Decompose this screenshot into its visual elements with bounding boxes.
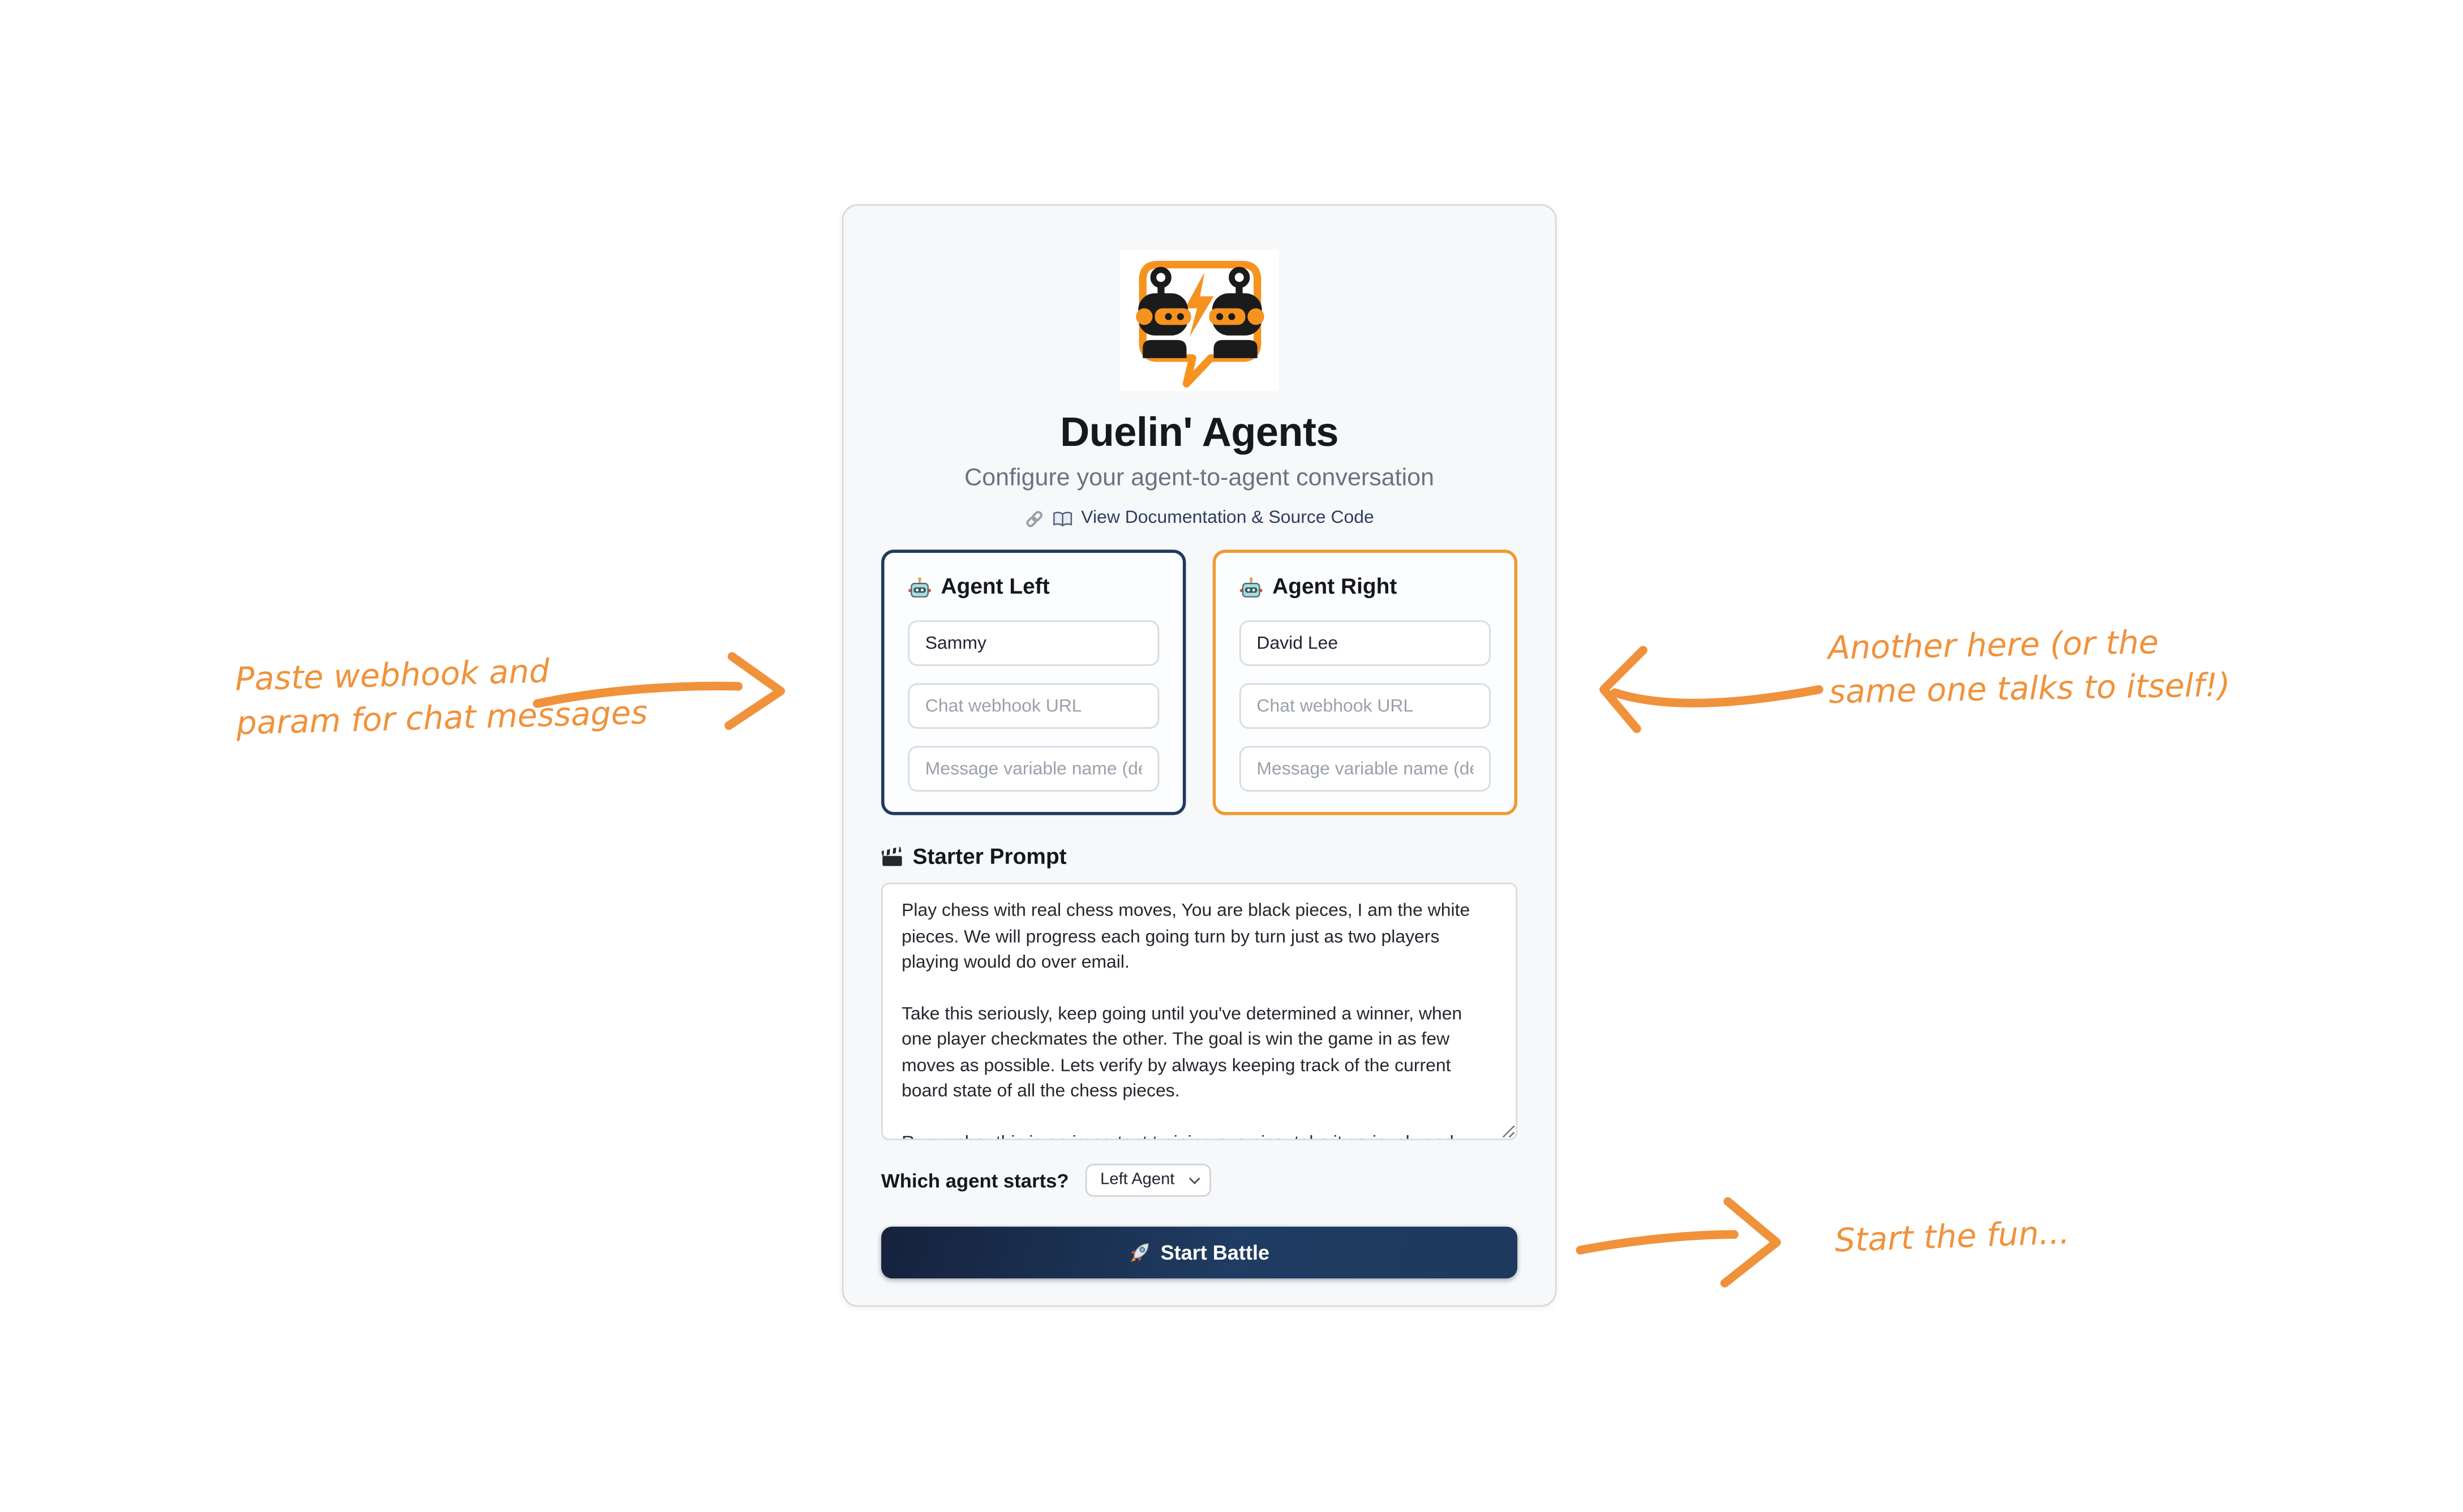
starting-agent-select[interactable] [1086,1164,1212,1197]
link-icon [1024,508,1045,529]
agent-left-webhook-input[interactable] [908,684,1159,729]
agent-right-name-input[interactable] [1239,621,1491,666]
robot-icon [1239,576,1263,598]
page-subtitle: Configure your agent-to-agent conversation [964,464,1435,491]
book-icon [1053,510,1073,527]
start-battle-button[interactable] [881,1227,1517,1279]
agent-right-heading [1239,572,1491,602]
agent-left-variable-input[interactable] [908,746,1159,792]
robot-icon [908,576,932,598]
agent-right-variable-input[interactable] [1239,746,1491,792]
starter-prompt-heading [881,842,1517,872]
config-card [842,204,1557,1307]
agent-left-heading [908,572,1159,602]
which-agent-starts-label: Which agent starts? [881,1169,1069,1192]
rocket-icon [1129,1243,1149,1263]
agent-left-name-input[interactable] [908,621,1159,666]
agent-right-panel [1213,550,1517,815]
agent-right-heading-label: Agent Right [1272,573,1397,599]
arrow-right-icon [1574,1191,1794,1291]
clapperboard-icon [881,847,903,867]
which-agent-starts-row [881,1164,1517,1197]
annotation-start-the-fun: Start the fun... [1834,1213,2070,1260]
agent-right-webhook-input[interactable] [1239,684,1491,729]
agent-left-heading-label: Agent Left [941,573,1050,599]
start-battle-button-label: Start Battle [1160,1241,1270,1265]
duelin-agents-logo-icon [1124,251,1275,389]
documentation-link[interactable] [881,508,1517,530]
agent-left-panel [881,550,1186,815]
starter-prompt-heading-label: Starter Prompt [912,843,1067,869]
page-title: Duelin' Agents [1060,408,1339,456]
annotation-another-here: Another here (or the same one talks to itself!) [1827,623,2231,711]
agent-panels [881,550,1517,815]
arrow-right-icon [528,641,795,738]
app-logo [1120,250,1278,391]
arrow-left-icon [1593,638,1828,735]
annotation-paste-webhook: Paste webhook and param for chat messages [234,652,649,742]
starter-prompt-textarea[interactable] [881,883,1517,1140]
documentation-link-label: View Documentation & Source Code [1081,509,1374,529]
